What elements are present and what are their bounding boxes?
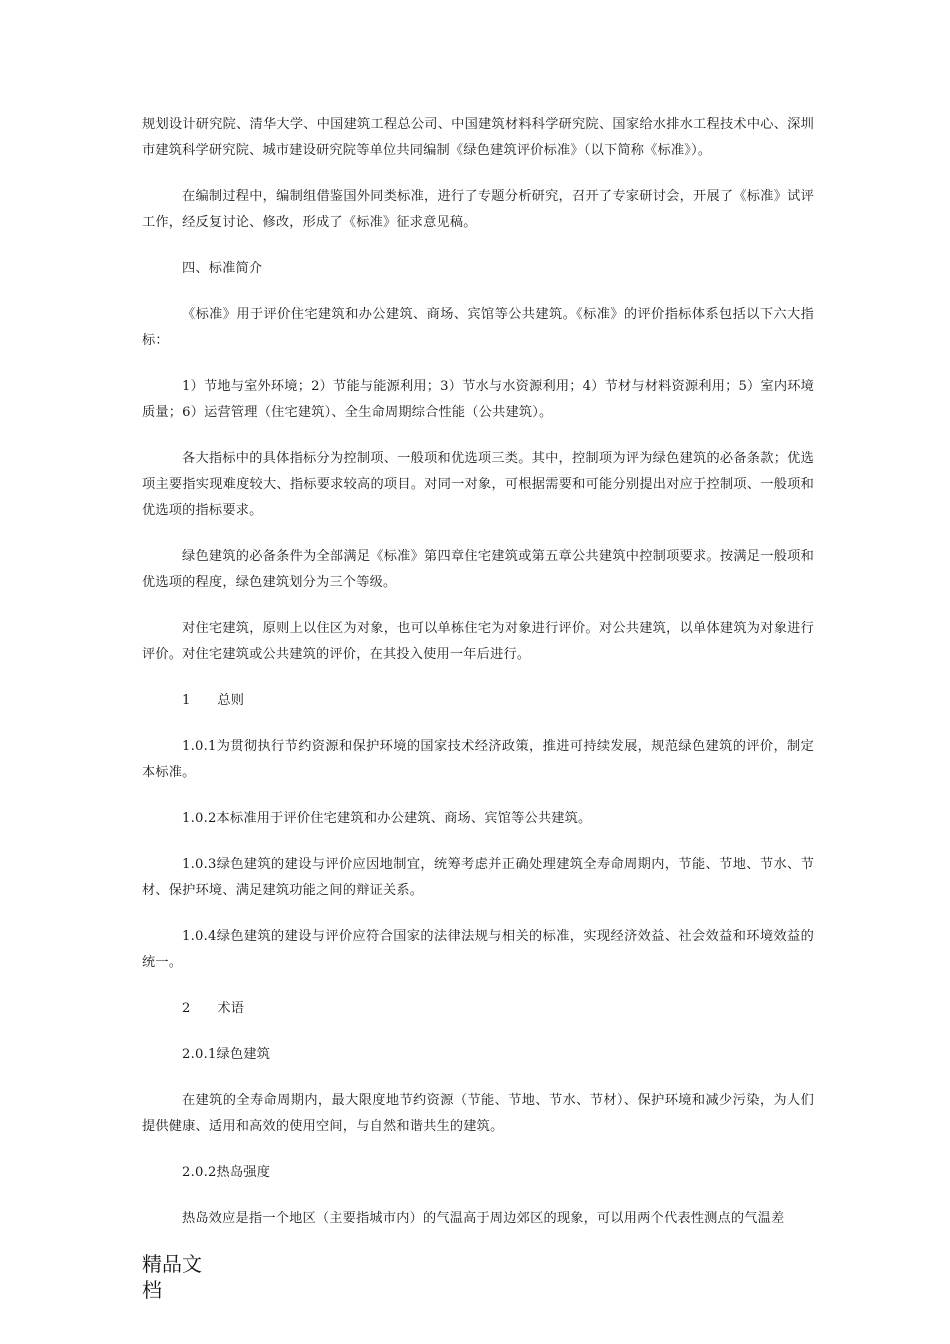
paragraph-evaluation-object: 对住宅建筑，原则上以住区为对象，也可以单栋住宅为对象进行评价。对公共建筑，以单体建筑为对象进行评价。对住宅建筑或公共建筑的评价，在其投入使用一年后进行。: [142, 621, 814, 662]
footer-line-1: 精品文: [142, 1252, 202, 1276]
clause-1-0-3: 1.0.3绿色建筑的建设与评价应因地制宜，统筹考虑并正确处理建筑全寿命周期内，节能、节地、节水、节材、保护环境、满足建筑功能之间的辩证关系。: [142, 857, 814, 898]
section-heading-standard-intro: 四、标准简介: [182, 261, 263, 276]
paragraph-intro-continued: 规划设计研究院、清华大学、中国建筑工程总公司、中国建筑材料科学研究院、国家给水排水工程技术中心、深圳市建筑科学研究院、城市建设研究院等单位共同编制《绿色建筑评价标准》（以下简称《标准》）。: [142, 117, 814, 158]
paragraph-indicator-categories: 各大指标中的具体指标分为控制项、一般项和优选项三类。其中，控制项为评为绿色建筑的必备条款；优选项主要指实现难度较大、指标要求较高的项目。对同一对象，可根据需要和可能分别提出对应于控制项、一般项和优选项的指标要求。: [142, 451, 814, 518]
clause-1-0-4: 1.0.4绿色建筑的建设与评价应符合国家的法律法规与相关的标准，实现经济效益、社会效益和环境效益的统一。: [142, 929, 814, 970]
paragraph-standard-scope: 《标准》用于评价住宅建筑和办公建筑、商场、宾馆等公共建筑。《标准》的评价指标体系包括以下六大指标：: [142, 307, 814, 348]
term-heading-heat-island: 2.0.2热岛强度: [182, 1165, 271, 1180]
footer-line-2: 档: [142, 1278, 162, 1302]
term-definition-heat-island: 热岛效应是指一个地区（主要指城市内）的气温高于周边郊区的现象，可以用两个代表性测点的气温差: [182, 1211, 785, 1226]
paragraph-six-indicators: 1）节地与室外环境；2）节能与能源利用；3）节水与水资源利用；4）节材与材料资源利用；5）室内环境质量；6）运营管理（住宅建筑）、全生命周期综合性能（公共建筑）。: [142, 379, 814, 420]
paragraph-compilation-process: 在编制过程中，编制组借鉴国外同类标准，进行了专题分析研究，召开了专家研讨会，开展了《标准》试评工作，经反复讨论、修改，形成了《标准》征求意见稿。: [142, 189, 814, 230]
term-heading-green-building: 2.0.1绿色建筑: [182, 1047, 271, 1062]
clause-1-0-1: 1.0.1为贯彻执行节约资源和保护环境的国家技术经济政策，推进可持续发展，规范绿色建筑的评价，制定本标准。: [142, 739, 814, 780]
clause-1-0-2: 1.0.2本标准用于评价住宅建筑和办公建筑、商场、宾馆等公共建筑。: [182, 811, 592, 826]
chapter-heading-terms: 2 术语: [182, 1001, 245, 1016]
document-body: [142, 112, 814, 1252]
footer-watermark: [142, 1251, 202, 1303]
term-definition-green-building: 在建筑的全寿命周期内，最大限度地节约资源（节能、节地、节水、节材）、保护环境和减少污染，为人们提供健康、适用和高效的使用空间，与自然和谐共生的建筑。: [142, 1093, 814, 1134]
paragraph-required-conditions: 绿色建筑的必备条件为全部满足《标准》第四章住宅建筑或第五章公共建筑中控制项要求。按满足一般项和优选项的程度，绿色建筑划分为三个等级。: [142, 549, 814, 590]
chapter-heading-general: 1 总则: [182, 693, 245, 708]
